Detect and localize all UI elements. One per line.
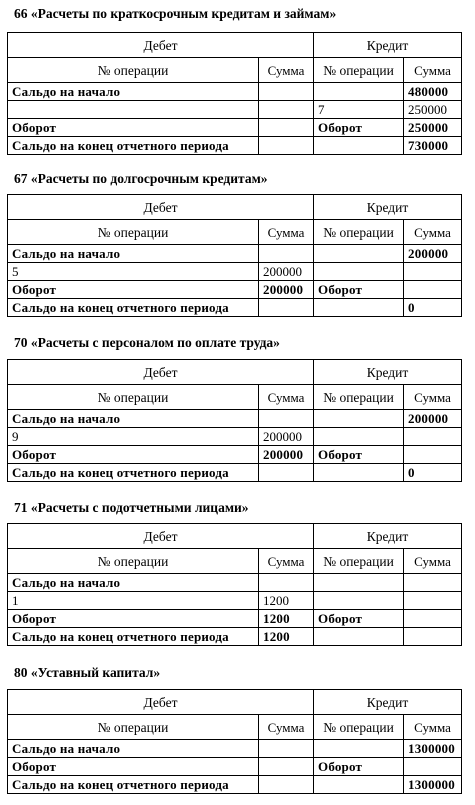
account-title: 66 «Расчеты по краткосрочным кредитам и займам» bbox=[14, 6, 337, 21]
credit-sum bbox=[404, 574, 462, 592]
credit-op-header: № операции bbox=[314, 385, 404, 410]
debit-op-header: № операции bbox=[8, 715, 259, 740]
credit-sum-header: Сумма bbox=[404, 58, 462, 83]
debit-op-header: № операции bbox=[8, 549, 259, 574]
ledger-table bbox=[7, 32, 462, 155]
credit-sum bbox=[404, 758, 462, 776]
credit-sum: 480000 bbox=[404, 83, 462, 101]
debit-header: Дебет bbox=[8, 524, 314, 549]
debit-sum bbox=[259, 740, 314, 758]
debit-op: 9 bbox=[8, 428, 259, 446]
credit-sum: 200000 bbox=[404, 245, 462, 263]
opening-balance-row bbox=[8, 245, 462, 263]
ledger-table bbox=[7, 523, 462, 646]
credit-op: Оборот bbox=[314, 119, 404, 137]
account-title: 71 «Расчеты с подотчетными лицами» bbox=[14, 500, 249, 515]
row-label: Сальдо на конец отчетного периода bbox=[8, 628, 259, 646]
ledger-table bbox=[7, 689, 462, 794]
credit-header: Кредит bbox=[314, 360, 462, 385]
closing-balance-row bbox=[8, 776, 462, 794]
credit-sum-header: Сумма bbox=[404, 220, 462, 245]
debit-sum bbox=[259, 119, 314, 137]
debit-sum: 1200 bbox=[259, 628, 314, 646]
credit-op bbox=[314, 263, 404, 281]
debit-sum-header: Сумма bbox=[259, 220, 314, 245]
credit-op: Оборот bbox=[314, 610, 404, 628]
debit-sum bbox=[259, 758, 314, 776]
debit-header: Дебет bbox=[8, 33, 314, 58]
credit-op: 7 bbox=[314, 101, 404, 119]
credit-sum bbox=[404, 446, 462, 464]
credit-op bbox=[314, 628, 404, 646]
credit-op: Оборот bbox=[314, 281, 404, 299]
debit-sum: 200000 bbox=[259, 446, 314, 464]
account-title: 70 «Расчеты с персоналом по оплате труда» bbox=[14, 335, 280, 350]
turnover-row bbox=[8, 446, 462, 464]
credit-sum-header: Сумма bbox=[404, 549, 462, 574]
row-label: Оборот bbox=[8, 119, 259, 137]
closing-balance-row bbox=[8, 137, 462, 155]
turnover-row bbox=[8, 119, 462, 137]
ledger-table bbox=[7, 359, 462, 482]
credit-sum bbox=[404, 592, 462, 610]
credit-sum: 1300000 bbox=[404, 740, 462, 758]
credit-op-header: № операции bbox=[314, 220, 404, 245]
debit-sum-header: Сумма bbox=[259, 58, 314, 83]
debit-sum bbox=[259, 245, 314, 263]
credit-sum: 0 bbox=[404, 464, 462, 482]
credit-op bbox=[314, 83, 404, 101]
credit-sum bbox=[404, 428, 462, 446]
credit-op bbox=[314, 574, 404, 592]
credit-op: Оборот bbox=[314, 446, 404, 464]
debit-op: 5 bbox=[8, 263, 259, 281]
debit-sum: 200000 bbox=[259, 263, 314, 281]
credit-sum-header: Сумма bbox=[404, 715, 462, 740]
credit-sum: 0 bbox=[404, 299, 462, 317]
debit-sum bbox=[259, 101, 314, 119]
turnover-row bbox=[8, 758, 462, 776]
row-label: Сальдо на начало bbox=[8, 410, 259, 428]
debit-sum: 200000 bbox=[259, 281, 314, 299]
row-label: Оборот bbox=[8, 758, 259, 776]
debit-sum: 200000 bbox=[259, 428, 314, 446]
credit-header: Кредит bbox=[314, 524, 462, 549]
credit-sum: 1300000 bbox=[404, 776, 462, 794]
credit-header: Кредит bbox=[314, 33, 462, 58]
debit-sum bbox=[259, 299, 314, 317]
operation-row bbox=[8, 428, 462, 446]
opening-balance-row bbox=[8, 574, 462, 592]
row-label: Сальдо на начало bbox=[8, 245, 259, 263]
operation-row bbox=[8, 263, 462, 281]
debit-op-header: № операции bbox=[8, 220, 259, 245]
row-label: Сальдо на конец отчетного периода bbox=[8, 299, 259, 317]
debit-sum-header: Сумма bbox=[259, 385, 314, 410]
debit-op: 1 bbox=[8, 592, 259, 610]
credit-sum: 200000 bbox=[404, 410, 462, 428]
credit-op: Оборот bbox=[314, 758, 404, 776]
row-label: Оборот bbox=[8, 610, 259, 628]
credit-sum bbox=[404, 263, 462, 281]
turnover-row bbox=[8, 281, 462, 299]
debit-sum: 1200 bbox=[259, 592, 314, 610]
credit-sum: 250000 bbox=[404, 101, 462, 119]
debit-sum bbox=[259, 464, 314, 482]
row-label: Сальдо на конец отчетного периода bbox=[8, 137, 259, 155]
credit-header: Кредит bbox=[314, 195, 462, 220]
credit-op-header: № операции bbox=[314, 549, 404, 574]
debit-sum-header: Сумма bbox=[259, 549, 314, 574]
credit-op bbox=[314, 776, 404, 794]
row-label: Оборот bbox=[8, 446, 259, 464]
debit-sum: 1200 bbox=[259, 610, 314, 628]
opening-balance-row bbox=[8, 740, 462, 758]
credit-op-header: № операции bbox=[314, 715, 404, 740]
opening-balance-row bbox=[8, 83, 462, 101]
credit-op bbox=[314, 245, 404, 263]
debit-op-header: № операции bbox=[8, 58, 259, 83]
debit-header: Дебет bbox=[8, 195, 314, 220]
operation-row bbox=[8, 101, 462, 119]
credit-sum bbox=[404, 610, 462, 628]
row-label: Сальдо на начало bbox=[8, 740, 259, 758]
row-label: Сальдо на конец отчетного периода bbox=[8, 464, 259, 482]
row-label: Сальдо на начало bbox=[8, 83, 259, 101]
closing-balance-row bbox=[8, 464, 462, 482]
debit-op bbox=[8, 101, 259, 119]
credit-op bbox=[314, 299, 404, 317]
credit-op bbox=[314, 464, 404, 482]
credit-sum bbox=[404, 628, 462, 646]
opening-balance-row bbox=[8, 410, 462, 428]
credit-sum-header: Сумма bbox=[404, 385, 462, 410]
operation-row bbox=[8, 592, 462, 610]
credit-sum: 250000 bbox=[404, 119, 462, 137]
credit-sum: 730000 bbox=[404, 137, 462, 155]
credit-op bbox=[314, 137, 404, 155]
credit-op bbox=[314, 410, 404, 428]
account-title: 80 «Уставный капитал» bbox=[14, 665, 161, 680]
closing-balance-row bbox=[8, 628, 462, 646]
row-label: Сальдо на конец отчетного периода bbox=[8, 776, 259, 794]
row-label: Оборот bbox=[8, 281, 259, 299]
debit-sum bbox=[259, 574, 314, 592]
debit-sum bbox=[259, 410, 314, 428]
credit-op-header: № операции bbox=[314, 58, 404, 83]
credit-op bbox=[314, 592, 404, 610]
credit-header: Кредит bbox=[314, 690, 462, 715]
debit-sum bbox=[259, 137, 314, 155]
credit-sum bbox=[404, 281, 462, 299]
debit-sum bbox=[259, 776, 314, 794]
debit-sum-header: Сумма bbox=[259, 715, 314, 740]
debit-op-header: № операции bbox=[8, 385, 259, 410]
debit-sum bbox=[259, 83, 314, 101]
debit-header: Дебет bbox=[8, 360, 314, 385]
turnover-row bbox=[8, 610, 462, 628]
credit-op bbox=[314, 740, 404, 758]
debit-header: Дебет bbox=[8, 690, 314, 715]
closing-balance-row bbox=[8, 299, 462, 317]
account-title: 67 «Расчеты по долгосрочным кредитам» bbox=[14, 171, 268, 186]
row-label: Сальдо на начало bbox=[8, 574, 259, 592]
ledger-table bbox=[7, 194, 462, 317]
credit-op bbox=[314, 428, 404, 446]
